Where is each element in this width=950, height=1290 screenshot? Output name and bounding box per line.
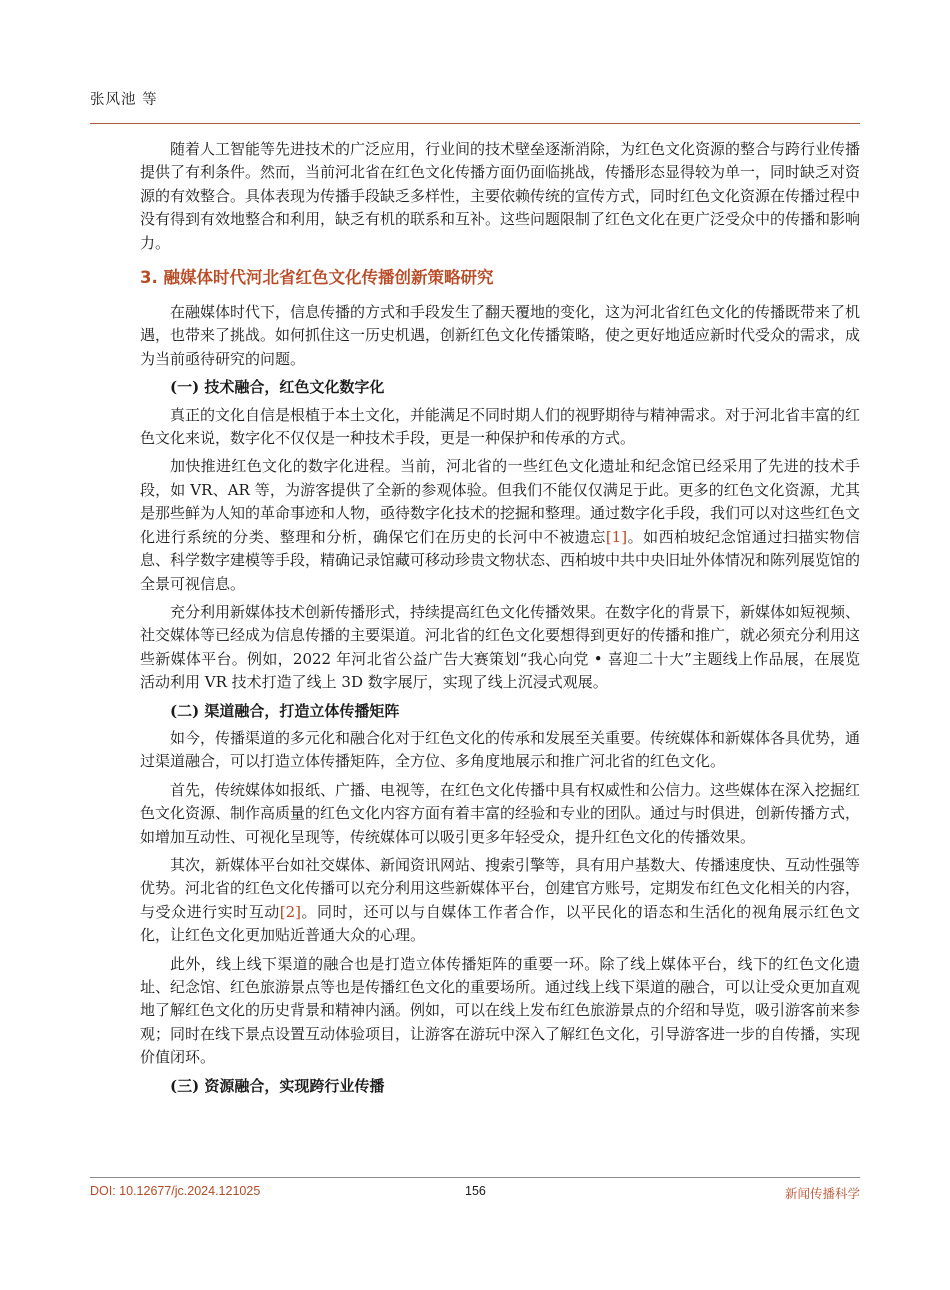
footer-divider <box>90 1177 860 1178</box>
citation-link-1[interactable]: [1] <box>605 527 628 546</box>
intro-paragraph: 随着人工智能等先进技术的广泛应用，行业间的技术壁垒逐渐消除，为红色文化资源的整合与跨行业传播提供了有利条件。然而，当前河北省在红色文化传播方面仍面临挑战，传播形态显得较为单一，同时缺乏对资源的有效整合。具体表现为传播手段缺乏多样性，主要依赖传统的宣传方式，同时红色文化资源在传播过程中没有得到有效地整合和利用，缺乏有机的联系和互补。这些问题限制了红色文化在更广泛受众中的传播和影响力。 <box>140 140 861 252</box>
citation-link-2[interactable]: [2] <box>279 902 301 921</box>
footer-doi-link[interactable]: DOI: 10.12677/jc.2024.121025 <box>90 1184 261 1198</box>
subsection-3-title: (三) 资源融合，实现跨行业传播 <box>170 1076 385 1095</box>
header-divider <box>90 123 860 124</box>
subsection-1-paragraph-3: 充分利用新媒体技术创新传播形式，持续提高红色文化传播效果。在数字化的背景下，新媒体如短视频、社交媒体等已经成为信息传播的主要渠道。河北省的红色文化要想得到更好的传播和推广，就必须充分利用这些新媒体平台。例如，2022 年河北省公益广告大赛策划“我心向党 • 喜迎二十大”主题线上作品展，在展览活动利用 VR 技术打造了线上 3D 数字展厅，实现了线上沉浸式观展。 <box>140 602 861 692</box>
subsection-1-paragraph-1: 真正的文化自信是根植于本土文化，并能满足不同时期人们的视野期待与精神需求。对于河北省丰富的红色文化来说，数字化不仅仅是一种技术手段，更是一种保护和传承的方式。 <box>140 405 861 448</box>
running-header-authors: 张风池 等 <box>90 92 158 108</box>
article-body <box>140 138 860 1102</box>
section-3-intro: 在融媒体时代下，信息传播的方式和手段发生了翻天覆地的变化，这为河北省红色文化的传播既带来了机遇，也带来了挑战。如何抓住这一历史机遇，创新红色文化传播策略，使之更好地适应新时代受众的需求，成为当前亟待研究的问题。 <box>140 303 861 368</box>
paragraph-text: 加快推进红色文化的数字化进程。当前，河北省的一些红色文化遗址和纪念馆已经采用了先进的技术手段，如 VR、AR 等，为游客提供了全新的参观体验。但我们不能仅仅满足于此。更多的红色文化资源，尤其是那些鲜为人知的革命事迹和人物，亟待数字化技术的挖掘和整理。通过数字化手段，我们可以对这些红色文化进行系统的分类、整理和分析，确保它们在历史的长河中不被遗忘 <box>140 457 861 546</box>
section-3-title: 3. 融媒体时代河北省红色文化传播创新策略研究 <box>140 268 494 288</box>
subsection-2-paragraph-2: 首先，传统媒体如报纸、广播、电视等，在红色文化传播中具有权威性和公信力。这些媒体在深入挖掘红色文化资源、制作高质量的红色文化内容方面有着丰富的经验和专业的团队。通过与时俱进，创新传播方式，如增加互动性、可视化呈现等，传统媒体可以吸引更多年轻受众，提升红色文化的传播效果。 <box>140 780 861 846</box>
subsection-2-paragraph-1: 如今，传播渠道的多元化和融合化对于红色文化的传承和发展至关重要。传统媒体和新媒体各具优势，通过渠道融合，可以打造立体传播矩阵，全方位、多角度地展示和推广河北省的红色文化。 <box>140 728 861 771</box>
paragraph-text: 。如西柏坡纪念馆通过扫描实物信息、科学数字建模等手段，精确记录馆藏可移动珍贵文物状态、西柏坡中共中央旧址外体情况和陈列展览馆的全景可视信息。 <box>140 527 861 593</box>
subsection-2-paragraph-3 <box>140 854 860 948</box>
subsection-2-title: (二) 渠道融合，打造立体传播矩阵 <box>170 701 400 720</box>
subsection-1-paragraph-2 <box>140 455 860 595</box>
subsection-1-title: (一) 技术融合，红色文化数字化 <box>170 378 385 397</box>
paragraph-text: 其次，新媒体平台如社交媒体、新闻资讯网站、搜索引擎等，具有用户基数大、传播速度快、互动性强等优势。河北省的红色文化传播可以充分利用这些新媒体平台，创建官方账号，定期发布红色文化相关的内容，与受众进行实时互动 <box>140 855 861 921</box>
subsection-2-paragraph-4: 此外，线上线下渠道的融合也是打造立体传播矩阵的重要一环。除了线上媒体平台，线下的红色文化遗址、纪念馆、红色旅游景点等也是传播红色文化的重要场所。通过线上线下渠道的融合，可以让受众更加直观地了解红色文化的历史背景和精神内涵。例如，可以在线上发布红色旅游景点的介绍和导览，吸引游客前来参观；同时在线下景点设置互动体验项目，让游客在游玩中深入了解红色文化，引导游客进一步的自传播，实现价值闭环。 <box>140 954 861 1067</box>
paragraph-text: 。同时，还可以与自媒体工作者合作，以平民化的语态和生活化的视角展示红色文化，让红色文化更加贴近普通大众的心理。 <box>140 902 860 945</box>
journal-name: 新闻传播科学 <box>784 1186 860 1201</box>
page-number: 156 <box>465 1184 486 1198</box>
